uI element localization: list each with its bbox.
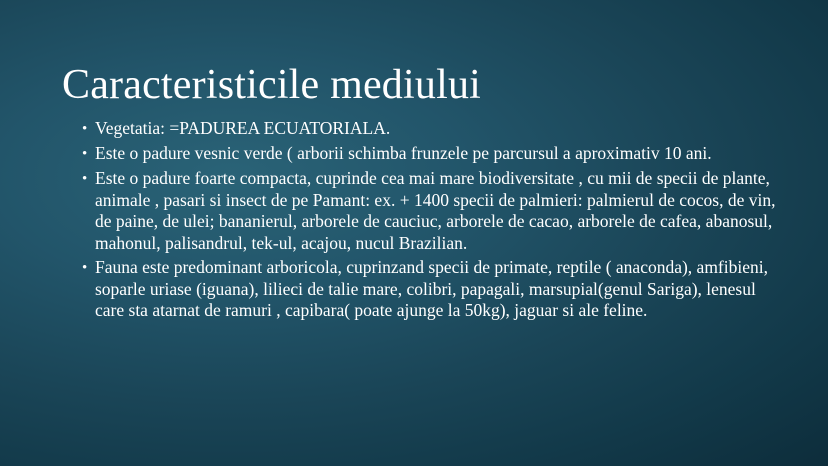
bullet-icon: • (82, 260, 88, 276)
bullet-icon: • (82, 121, 88, 137)
list-item (82, 168, 784, 254)
list-item-text: Vegetatia: =PADUREA ECUATORIALA. (95, 118, 391, 138)
page-title: Caracteristicile mediului (62, 62, 482, 109)
list-item-text: Este o padure foarte compacta, cuprinde cea mai mare biodiversitate , cu mii de specii de plante, animale , pasari si insect de pe Pamant: ex. + 1400 specii de palmieri: palmierul de cocos, de vin, de paine, de ulei; bananierul, arborele de cauciuc, arborele de cacao, arborele de cafea, abanosul, mahonul, palisandrul, tek-ul, acajou, nucul Brazilian. (95, 168, 776, 253)
list-item (82, 118, 784, 140)
list-item (82, 257, 784, 322)
bullet-icon: • (82, 146, 88, 162)
slide-body-content (82, 118, 784, 325)
list-item-text: Fauna este predominant arboricola, cuprinzand specii de primate, reptile ( anaconda), amfibieni, soparle uriase (iguana), lilieci de talie mare, colibri, papagali, marsupial(genul Sariga), lenesul care sta atarnat de ramuri , capibara( poate ajunge la 50kg), jaguar si ale feline. (95, 257, 768, 320)
list-item (82, 143, 784, 165)
list-item-text: Este o padure vesnic verde ( arborii schimba frunzele pe parcursul a aproximativ 10 ani. (95, 143, 712, 163)
bullet-icon: • (82, 171, 88, 187)
